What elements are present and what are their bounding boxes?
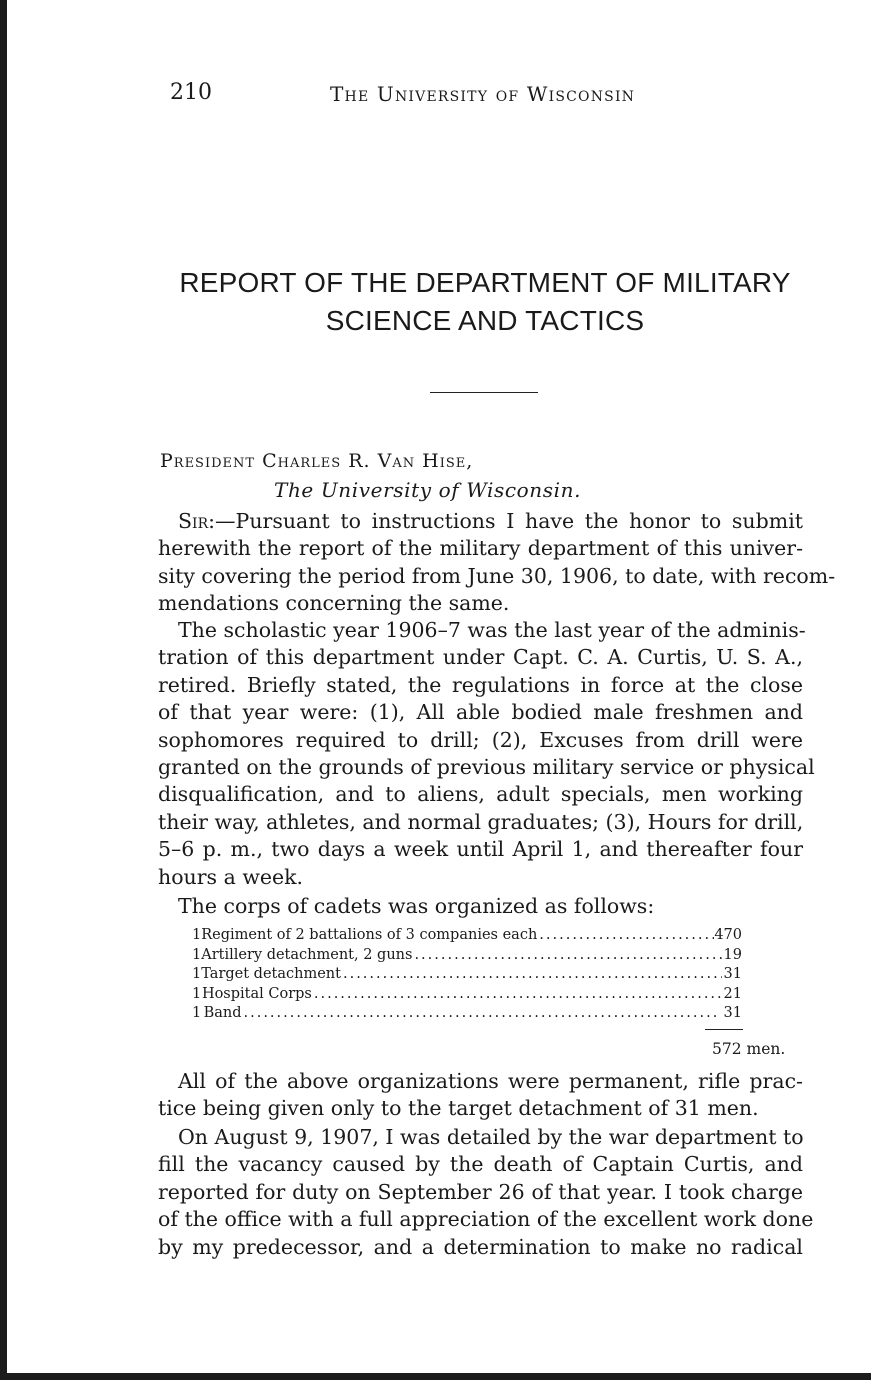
corps-intro: The corps of cadets was organized as follows:	[178, 894, 655, 918]
paragraph-line: tration of this department under Capt. C. A. Curtis, U. S. A.,	[158, 645, 803, 670]
corps-row	[192, 985, 742, 1005]
scan-bottom-edge	[0, 1373, 871, 1380]
corps-row-label: Artillery detachment, 2 guns	[201, 946, 413, 963]
paragraph-line: by my predecessor, and a determination to make no radical	[158, 1234, 803, 1259]
paragraph-line: fill the vacancy caused by the death of Captain Curtis, and	[158, 1152, 803, 1177]
paragraph-line: reported for duty on September 26 of that year. I took charge	[158, 1179, 803, 1204]
corps-row-label: Target detachment	[201, 966, 341, 983]
paragraph-line: herewith the report of the military department of this univer-	[158, 536, 803, 561]
addressee-name: President Charles R. Van Hise,	[160, 450, 474, 472]
paragraph-scholastic-year	[158, 617, 815, 891]
corps-row-count: 31	[723, 966, 742, 983]
corps-row	[192, 1004, 742, 1024]
paragraph-line: of that year were: (1), All able bodied male freshmen and	[158, 700, 803, 725]
paragraph-line: sity covering the period from June 30, 1906, to date, with recom-	[158, 563, 836, 588]
addressee-institution: The University of Wisconsin.	[274, 478, 582, 502]
paragraph-line: their way, athletes, and normal graduates; (3), Hours for drill,	[158, 809, 804, 834]
page-number: 210	[170, 80, 212, 105]
leader-dots	[537, 926, 714, 946]
total-rule	[705, 1029, 743, 1030]
corps-total: 572 men.	[712, 1040, 786, 1058]
report-title-line-2: SCIENCE AND TACTICS	[325, 305, 645, 336]
leader-dots	[341, 965, 722, 985]
corps-row-count: 470	[714, 927, 742, 943]
paragraph-line: Sir:—Pursuant to instructions I have the honor to submit	[178, 509, 803, 533]
leader-dots	[242, 1004, 718, 1024]
corps-row-label: Band	[203, 1005, 242, 1022]
corps-table	[192, 926, 742, 1024]
paragraph-permanent-organizations	[158, 1068, 803, 1123]
paragraph-line: sophomores required to drill; (2), Excuses from drill were	[158, 727, 803, 752]
report-title	[160, 264, 810, 340]
paragraph-line: The scholastic year 1906–7 was the last year of the adminis-	[178, 618, 806, 642]
paragraph-sir	[158, 508, 836, 618]
paragraph-line: tice being given only to the target detachment of 31 men.	[158, 1096, 759, 1121]
corps-row	[192, 926, 742, 946]
sir-salutation: Sir	[178, 509, 209, 533]
corps-row-label: Regiment of 2 battalions of 3 companies each	[201, 927, 538, 943]
running-head: The University of Wisconsin	[330, 82, 636, 106]
corps-row-number: 1	[192, 985, 202, 1002]
paragraph-line: 5–6 p. m., two days a week until April 1, and thereafter four	[158, 837, 803, 862]
corps-row-number: 1	[192, 1005, 202, 1022]
corps-row-count: 19	[723, 946, 742, 963]
corps-row-count: 31	[723, 1005, 742, 1022]
title-divider	[430, 392, 538, 393]
scan-left-edge	[0, 0, 7, 1380]
paragraph-line: retired. Briefly stated, the regulations in force at the close	[158, 672, 803, 697]
corps-row	[192, 946, 742, 966]
report-title-line-1: REPORT OF THE DEPARTMENT OF MILITARY	[179, 267, 791, 298]
paragraph-line: All of the above organizations were permanent, rifle prac-	[178, 1069, 803, 1093]
leader-dots	[412, 946, 723, 966]
corps-row	[192, 965, 742, 985]
leader-dots	[312, 985, 721, 1005]
paragraph-line: of the office with a full appreciation of the excellent work done	[158, 1207, 814, 1232]
paragraph-line: mendations concerning the same.	[158, 591, 510, 616]
corps-row-number: 1	[192, 946, 202, 963]
paragraph-line: disqualification, and to aliens, adult specials, men working	[158, 782, 803, 807]
corps-row-number: 1	[192, 966, 202, 983]
paragraph-line: hours a week.	[158, 864, 304, 889]
corps-row-number: 1	[192, 927, 202, 943]
paragraph-line: granted on the grounds of previous military service or physical	[158, 755, 815, 780]
corps-row-label: Hospital Corps	[201, 985, 312, 1002]
corps-row-count: 21	[723, 985, 742, 1002]
paragraph-detailed	[158, 1124, 814, 1261]
paragraph-line: On August 9, 1907, I was detailed by the war department to	[178, 1125, 804, 1149]
